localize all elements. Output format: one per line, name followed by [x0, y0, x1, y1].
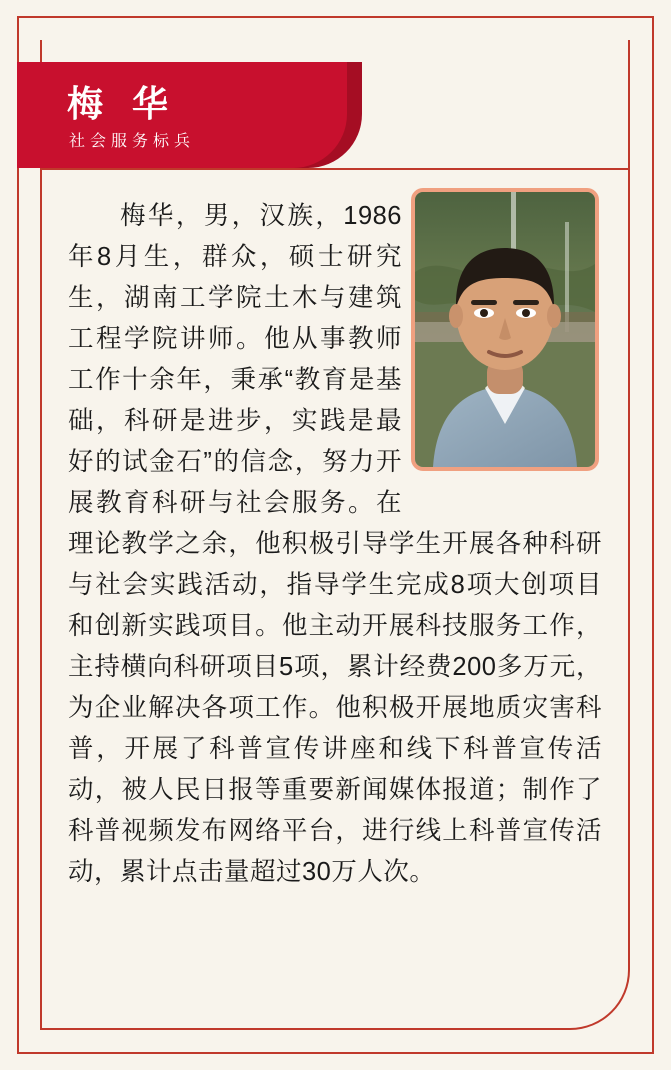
inner-border-top — [40, 168, 630, 170]
biography-paragraph: 梅华，男，汉族，1986年8月生，群众，硕士研究生，湖南工学院土木与建筑工程学院讲师。他从事教师工作十余年，秉承“教育是基础，科研是进步，实践是最好的试金石”的信念，努力开展教育科研与社会服务。在理论教学之余，他积极引导学生开展各种科研与社会实践活动，指导学生完成8项大创项目和创新实践项目。他主动开展科技服务工作，主持横向科研项目5项，累计经费200多万元，为企业解决各项工作。他积极开展地质灾害科普，开展了科普宣传讲座和线下科普宣传活动，被人民日报等重要新闻媒体报道；制作了科普视频发布网络平台，进行线上科普宣传活动，累计点击量超过30万人次。 — [68, 202, 602, 886]
portrait-text-wrap-spacer — [402, 196, 602, 484]
header-banner — [17, 62, 347, 168]
honor-title: 社会服务标兵 — [69, 133, 196, 150]
biography-text — [68, 196, 602, 893]
person-name: 梅 华 — [67, 84, 179, 124]
